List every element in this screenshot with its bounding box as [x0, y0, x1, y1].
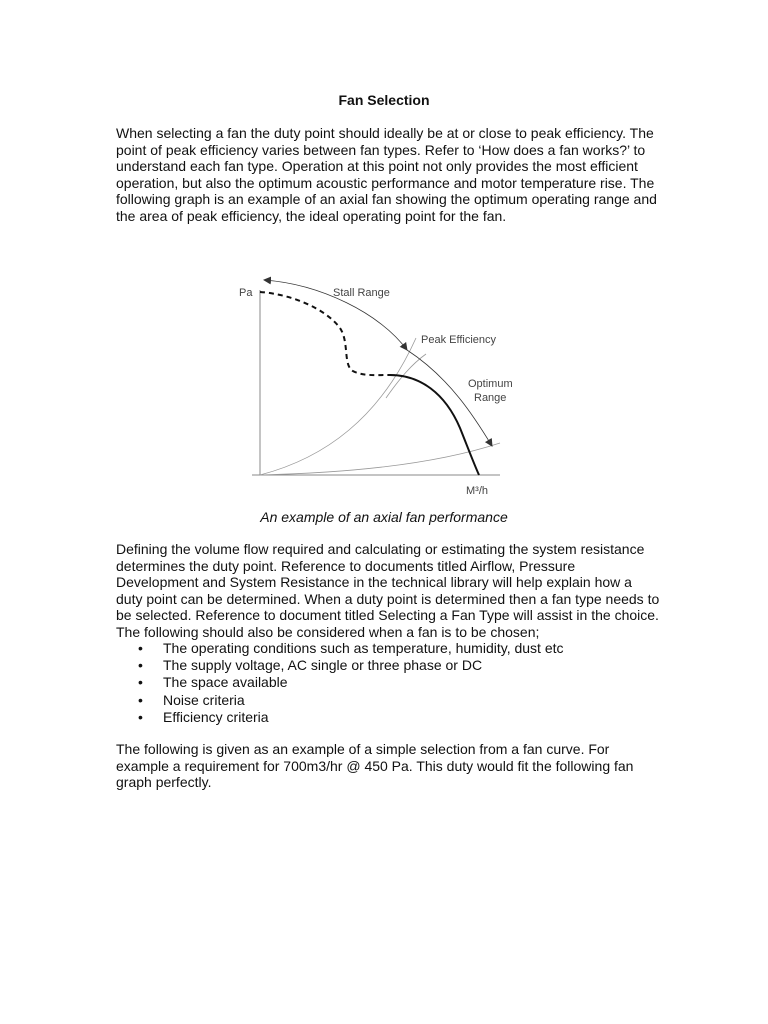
list-item	[116, 640, 661, 657]
bullet-icon: •	[138, 657, 143, 674]
system-resistance-curve-shallow	[260, 443, 500, 475]
stall-range-label: Stall Range	[333, 287, 390, 299]
list-item	[116, 692, 661, 709]
bullet-icon: •	[138, 640, 143, 656]
list-item-text: The operating conditions such as temperature, humidity, dust etc	[163, 640, 564, 656]
axial-fan-performance-chart	[230, 268, 520, 500]
optimum-range-label-line1: Optimum	[468, 378, 513, 390]
considerations-list	[116, 640, 661, 726]
list-item	[116, 674, 661, 691]
list-item	[116, 709, 661, 726]
list-item-text: The space available	[163, 674, 288, 691]
document-title: Fan Selection	[338, 92, 430, 108]
bullet-icon: •	[138, 691, 143, 708]
list-item-text: Efficiency criteria	[163, 708, 269, 725]
bullet-icon: •	[138, 674, 143, 691]
y-axis-label: Pa	[239, 287, 253, 299]
x-axis-label: M³/h	[466, 485, 488, 497]
list-item-text: Noise criteria	[163, 691, 245, 708]
duty-point-paragraph: Defining the volume flow required and calculating or estimating the system resistance determines the duty point. Reference to documents titled Airflow, Pressure Development and System Resistance in the technical library will help explain how a duty point can be determined. When a duty point is determined then a fan type needs to be selected. Reference to document titled Selecting a Fan Type will assist in the choice. The following should also be considered when a fan is to be chosen;	[116, 541, 660, 640]
list-item-text: The supply voltage, AC single or three phase or DC	[163, 657, 483, 674]
system-resistance-curve-steep	[260, 338, 416, 475]
fan-curve-solid-operating	[390, 375, 479, 475]
peak-efficiency-label: Peak Efficiency	[421, 334, 497, 346]
optimum-range-label-line2: Range	[474, 392, 507, 404]
figure-caption: An example of an axial fan performance	[260, 509, 508, 525]
fan-curve-dashed-stall	[260, 292, 390, 375]
list-item	[116, 657, 661, 674]
bullet-icon: •	[138, 708, 143, 725]
intro-paragraph: When selecting a fan the duty point should ideally be at or close to peak efficiency. The point of peak efficiency varies between fan types. Refer to ‘How does a fan works?’ to understand each fan type. Operation at this point not only provides the most efficient operation, but also the optimum acoustic performance and motor temperature rise. The following graph is an example of an axial fan showing the optimum operating range and the area of peak efficiency, the ideal operating point for the fan.	[116, 125, 657, 224]
example-paragraph: The following is given as an example of a simple selection from a fan curve. For example a requirement for 700m3/hr @ 450 Pa. This duty would fit the following fan graph perfectly.	[116, 741, 634, 790]
